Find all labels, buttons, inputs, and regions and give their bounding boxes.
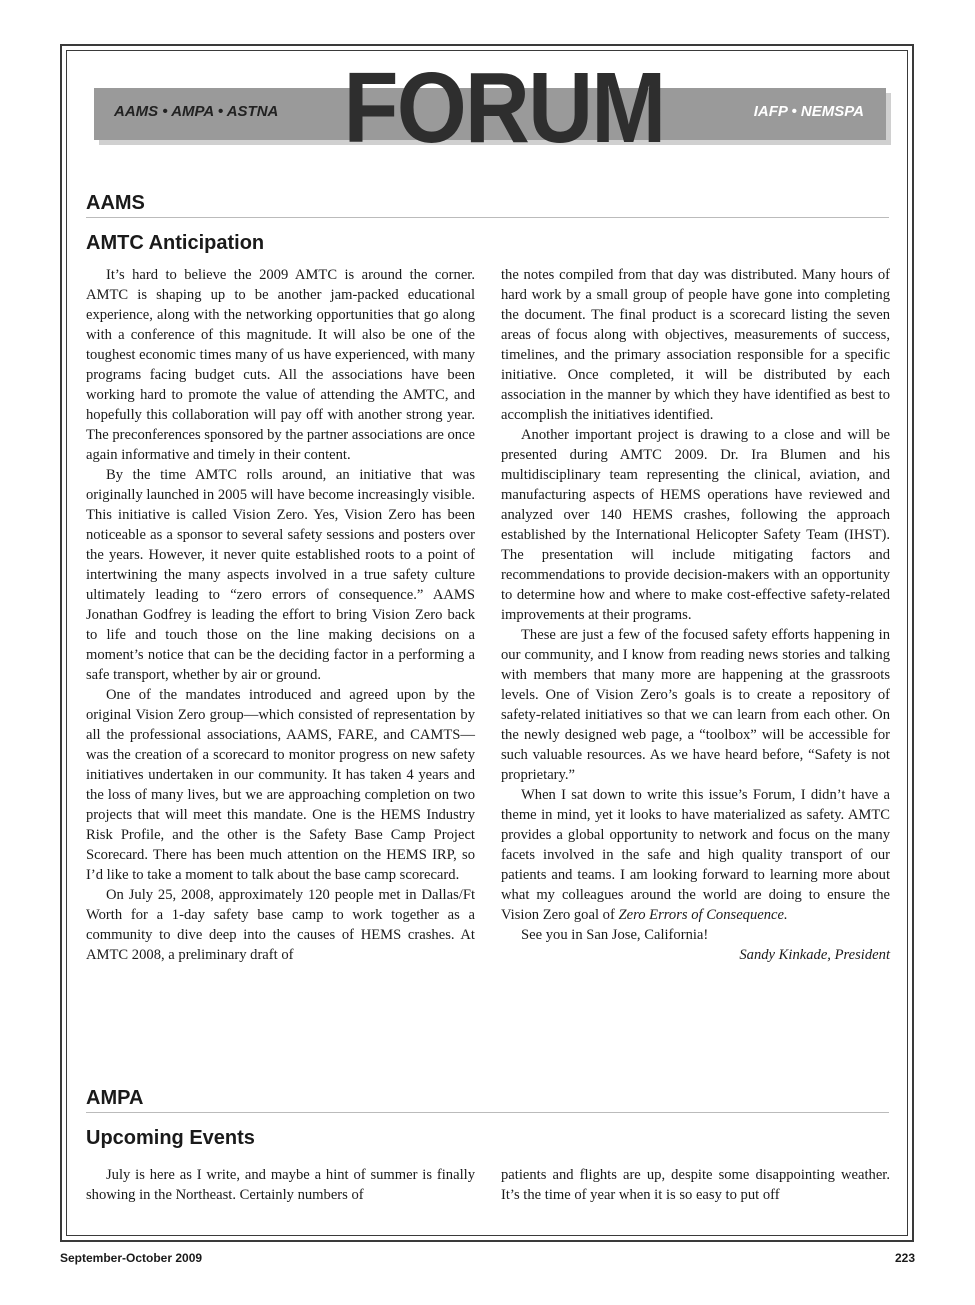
article-heading-amtc-anticipation: AMTC Anticipation bbox=[86, 232, 265, 254]
aams-column-left bbox=[86, 265, 475, 965]
paragraph: Another important project is drawing to a close and will be presented during AMTC 2009. Dr. Ira Blumen and his multidisciplinary team representing the clinical, aviation, and manufacturing aspects of HEMS operations have reviewed and analyzed over 140 HEMS crashes, following the approach established by the International Helicopter Safety Team (IHST). The presentation will include mitigating factors and recommendations to provide decision-makers with an opportunity to determine how and where to make cost-effective safety-related improvements at their programs. bbox=[501, 427, 890, 623]
section-title-aams: AAMS bbox=[86, 192, 889, 218]
article-heading-upcoming-events: Upcoming Events bbox=[86, 1127, 255, 1149]
footer-page-number: 223 bbox=[894, 1251, 915, 1265]
paragraph: It’s hard to believe the 2009 AMTC is around the corner. AMTC is shaping up to be another jam-packed educational experience, along with the networking opportunities that go along with a conference of this magnitude. It will also be one of the toughest economic times many of us have experienced, with many programs facing budget cuts. All the associations have been working hard to promote the value of attending the AMTC, and hopefully this collaboration will pay off with another strong year. The preconferences sponsored by the partner associations are once again informative and timely in their content. bbox=[86, 267, 476, 463]
paragraph: By the time AMTC rolls around, an initiative that was originally launched in 2005 will have become increasingly visible. This initiative is called Vision Zero. Yes, Vision Zero has been noticeable as a sponsor to several safety sessions and posters over the years. However, it never quite established roots to a point of intertwining the many aspects involved in a true safety culture ultimately leading to “zero errors of consequence.” AAMS Jonathan Godfrey is leading the effort to bring Vision Zero back to life and touch those on the line making decisions on a moment’s notice that can be the deciding factor in a performing a safe transport, whether by air or ground. bbox=[86, 467, 475, 683]
footer-issue-date: September-October 2009 bbox=[60, 1251, 203, 1265]
closing-line: See you in San Jose, California! bbox=[521, 927, 709, 943]
section-title-ampa: AMPA bbox=[86, 1087, 889, 1113]
paragraph-continued: patients and flights are up, despite some disappointing weather. It’s the time of year when it is so easy to put off bbox=[501, 1167, 890, 1203]
ampa-column-right bbox=[501, 1165, 890, 1205]
paragraph-text: When I sat down to write this issue’s Forum, I didn’t have a theme in mind, yet it looks to have materialized as safety. AMTC provides a global opportunity to network and focus on the many facets involved in the safe and high quality transport of our patients and teams. I am looking forward to learning more about what my colleagues around the world are doing to ensure the Vision Zero goal of bbox=[501, 787, 890, 923]
vision-zero-goal: Zero Errors of Consequence. bbox=[618, 907, 788, 923]
paragraph: July is here as I write, and maybe a hint of summer is finally showing in the Northeast. Certainly numbers of bbox=[86, 1167, 475, 1203]
banner-left-associations: AAMS • AMPA • ASTNA bbox=[114, 103, 279, 120]
ampa-column-left bbox=[86, 1165, 475, 1205]
paragraph: These are just a few of the focused safety efforts happening in our community, and I know from reading news stories and talking with members that many more are happening at the grassroots levels. One of Vision Zero’s goals is to create a repository of safety-related initiatives so that we can learn from each other. On the newly designed web page, a “toolbox” will be accessible for such valuable resources. As we have heard before, “Safety is not proprietary.” bbox=[501, 627, 890, 783]
paragraph: One of the mandates introduced and agreed upon by the original Vision Zero group—which consisted of representation by all the professional associations, AAMS, FARE, and CAMTS—was the creation of a scorecard to monitor progress on new safety initiatives undertaken in our community. It has taken 4 years and the loss of many lives, but we are approaching completion on two projects that will meet this mandate. One is the HEMS Industry Risk Profile, and the other is the Safety Base Camp Project Scorecard. There has been much attention on the HEMS IRP, so I’d like to take a moment to talk about the base camp scorecard. bbox=[86, 687, 475, 883]
paragraph-continued: the notes compiled from that day was distributed. Many hours of hard work by a small group of people have gone into completing the document. The final product is a scorecard listing the seven areas of focus along with objectives, measurements of success, timelines, and the primary association responsible for a specific initiative. Once completed, it will be distributed by each association in the manner by which they have identified as best to accomplish the initiatives identified. bbox=[501, 267, 890, 423]
banner-right-associations: IAFP • NEMSPA bbox=[753, 103, 864, 120]
forum-title: FORUM bbox=[343, 52, 665, 164]
author-signature: Sandy Kinkade, President bbox=[739, 947, 890, 963]
aams-column-right bbox=[501, 265, 890, 965]
paragraph-closing-thoughts bbox=[501, 785, 890, 925]
paragraph: On July 25, 2008, approximately 120 people met in Dallas/Ft Worth for a 1-day safety base camp to work together as a community to dive deep into the causes of HEMS crashes. At AMTC 2008, a preliminary draft of bbox=[86, 887, 475, 963]
